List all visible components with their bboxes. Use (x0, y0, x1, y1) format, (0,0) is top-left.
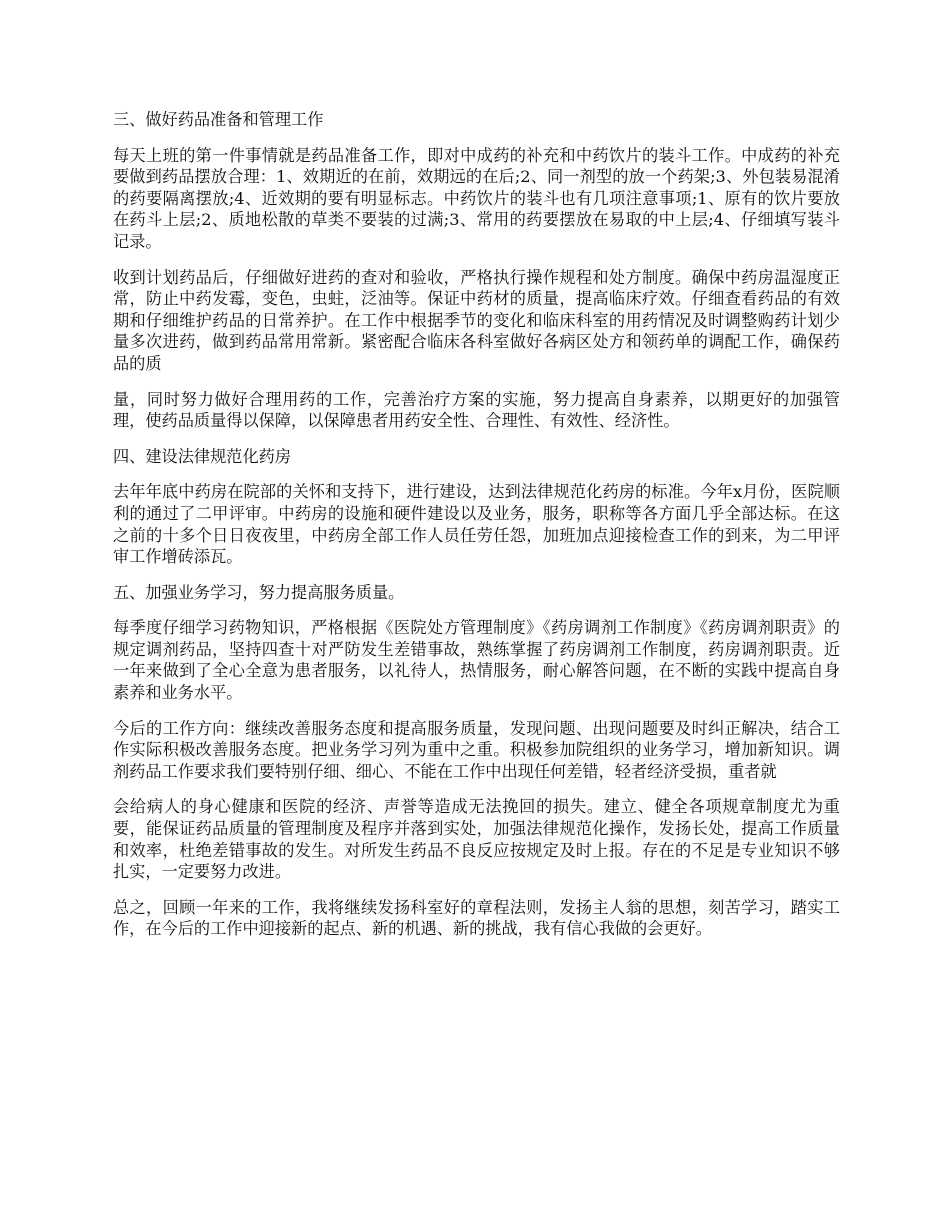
paragraph-conclusion: 总之，回顾一年来的工作，我将继续发扬科室好的章程法则，发扬主人翁的思想，刻苦学习，踏实工作，在今后的工作中迎接新的起点、新的机遇、新的挑战，我有信心我做的会更好。 (113, 897, 840, 939)
section-heading-3: 三、做好药品准备和管理工作 (113, 110, 324, 129)
paragraph-drug-preparation: 每天上班的第一件事情就是药品准备工作，即对中成药的补充和中药饮片的装斗工作。中成药的补充要做到药品摆放合理：1、效期近的在前，效期远的在后;2、同一剂型的放一个药架;3、外包装易混淆的药要隔离摆放;4、近效期的要有明显标志。中药饮片的装斗也有几项注意事项;1、原有的饮片要放在药斗上层;2、质地松散的草类不要装的过满;3、常用的药要摆放在易取的中上层;4、仔细填写装斗记录。 (113, 145, 840, 251)
paragraph-rational-use: 量，同时努力做好合理用药的工作，完善治疗方案的实施，努力提高自身素养，以期更好的加强管理，使药品质量得以保障，以保障患者用药安全性、合理性、有效性、经济性。 (113, 389, 840, 431)
paragraph-consequences: 会给病人的身心健康和医院的经济、声誉等造成无法挽回的损失。建立、健全各项规章制度尤为重要，能保证药品质量的管理制度及程序并落到实处，加强法律规范化操作，发扬长处，提高工作质量和效率，杜绝差错事故的发生。对所发生药品不良反应按规定及时上报。存在的不足是专业知识不够扎实，一定要努力改进。 (113, 797, 840, 882)
paragraph-quarterly-study: 每季度仔细学习药物知识，严格根据《医院处方管理制度》《药房调剂工作制度》《药房调剂职责》的规定调剂药品，坚持四查十对严防发生差错事故，熟练掌握了药房调剂工作制度，药房调剂职责。近一年来做到了全心全意为患者服务，以礼待人，热情服务，耐心解答问题，在不断的实践中提高自身素养和业务水平。 (113, 618, 840, 703)
paragraph-future-direction: 今后的工作方向：继续改善服务态度和提高服务质量，发现问题、出现问题要及时纠正解决，结合工作实际积极改善服务态度。把业务学习列为重中之重。积极参加院组织的业务学习，增加新知识。调剂药品工作要求我们要特别仔细、细心、不能在工作中出现任何差错，轻者经济受损，重者就 (113, 718, 840, 781)
paragraph-drug-acceptance: 收到计划药品后，仔细做好进药的查对和验收，严格执行操作规程和处方制度。确保中药房温湿度正常，防止中药发霉，变色，虫蛀，泛油等。保证中药材的质量，提高临床疗效。仔细查看药品的有效期和仔细维护药品的日常养护。在工作中根据季节的变化和临床科室的用药情况及时调整购药计划少量多次进药，做到药品常用常新。紧密配合临床各科室做好各病区处方和领药单的调配工作，确保药品的质 (113, 267, 840, 373)
section-heading-5: 五、加强业务学习，努力提高服务质量。 (113, 582, 405, 602)
document-page (113, 109, 840, 954)
section-heading-4: 四、建设法律规范化药房 (113, 446, 292, 466)
paragraph-standardized-pharmacy: 去年年底中药房在院部的关怀和支持下，进行建设，达到法律规范化药房的标准。今年x月份，医院顺利的通过了二甲评审。中药房的设施和硬件建设以及业务，服务，职称等各方面几乎全部达标。在这之前的十多个日日夜夜里，中药房全部工作人员任劳任怨，加班加点迎接检查工作的到来，为二甲评审工作增砖添瓦。 (113, 482, 840, 567)
